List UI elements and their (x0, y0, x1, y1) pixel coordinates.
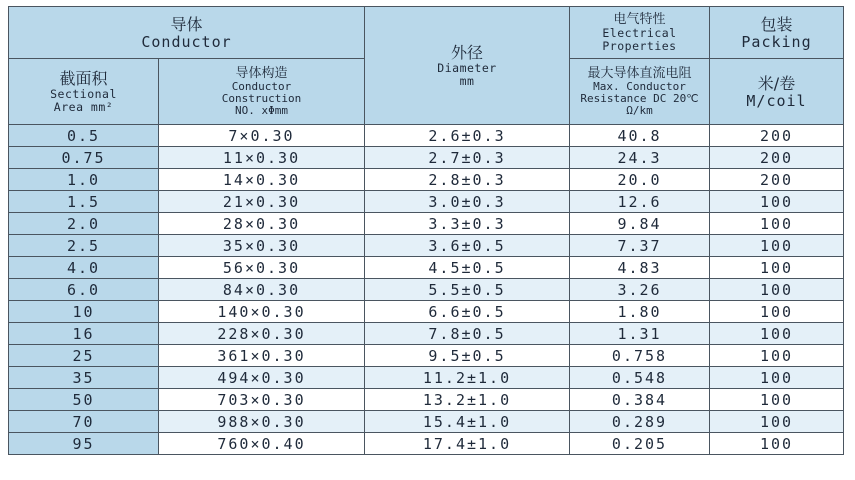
area-cell: 1.0 (9, 169, 159, 191)
electrical-group-header (570, 7, 710, 59)
packing-en-label: Packing (741, 32, 812, 51)
diameter-cell: 13.2±1.0 (365, 389, 570, 411)
resistance-en-label-1: Max. Conductor (593, 80, 686, 93)
resistance-cell: 4.83 (570, 257, 710, 279)
diameter-cell: 2.8±0.3 (365, 169, 570, 191)
construction-cell: 494×0.30 (159, 367, 365, 389)
packing-cell: 200 (710, 125, 844, 147)
diameter-cell: 17.4±1.0 (365, 433, 570, 455)
packing-cell: 200 (710, 147, 844, 169)
area-cell: 1.5 (9, 191, 159, 213)
construction-cell: 703×0.30 (159, 389, 365, 411)
area-cell: 35 (9, 367, 159, 389)
packing-cell: 100 (710, 323, 844, 345)
packing-cell: 100 (710, 213, 844, 235)
resistance-cell: 0.289 (570, 411, 710, 433)
construction-cell: 14×0.30 (159, 169, 365, 191)
construction-cell: 361×0.30 (159, 345, 365, 367)
conductor-group-header (9, 7, 365, 59)
diameter-cell: 5.5±0.5 (365, 279, 570, 301)
diameter-unit-label: mm (459, 73, 475, 88)
construction-cell: 988×0.30 (159, 411, 365, 433)
resistance-cell: 1.31 (570, 323, 710, 345)
diameter-cell: 6.6±0.5 (365, 301, 570, 323)
table-header (9, 7, 844, 125)
area-en-label-1: Sectional (50, 86, 117, 101)
packing-cell: 100 (710, 301, 844, 323)
construction-cell: 56×0.30 (159, 257, 365, 279)
resistance-cell: 1.80 (570, 301, 710, 323)
diameter-cell: 11.2±1.0 (365, 367, 570, 389)
area-cell: 2.5 (9, 235, 159, 257)
resistance-zh-label: 最大导体直流电阻 (587, 66, 692, 81)
construction-cell: 21×0.30 (159, 191, 365, 213)
diameter-cell: 7.8±0.5 (365, 323, 570, 345)
diameter-cell: 3.3±0.3 (365, 213, 570, 235)
construction-zh-label: 导体构造 (235, 66, 288, 81)
resistance-cell: 12.6 (570, 191, 710, 213)
area-cell: 25 (9, 345, 159, 367)
construction-en-label-1: Conductor (231, 80, 292, 93)
packing-cell: 100 (710, 279, 844, 301)
packing-cell: 100 (710, 191, 844, 213)
area-cell: 4.0 (9, 257, 159, 279)
construction-cell: 84×0.30 (159, 279, 365, 301)
spec-table-container (8, 6, 844, 455)
area-cell: 0.5 (9, 125, 159, 147)
packing-zh-label: 包装 (760, 14, 793, 34)
packing-group-header (710, 7, 844, 59)
table-row (9, 125, 844, 147)
resistance-cell: 9.84 (570, 213, 710, 235)
resistance-cell: 7.37 (570, 235, 710, 257)
diameter-header (365, 7, 570, 125)
table-row (9, 433, 844, 455)
resistance-header (570, 59, 710, 125)
area-header (9, 59, 159, 125)
table-row (9, 169, 844, 191)
packing-unit-header (710, 59, 844, 125)
diameter-cell: 15.4±1.0 (365, 411, 570, 433)
table-row (9, 345, 844, 367)
construction-cell: 140×0.30 (159, 301, 365, 323)
construction-header (159, 59, 365, 125)
area-cell: 70 (9, 411, 159, 433)
resistance-cell: 40.8 (570, 125, 710, 147)
resistance-cell: 0.384 (570, 389, 710, 411)
area-cell: 2.0 (9, 213, 159, 235)
table-row (9, 301, 844, 323)
diameter-cell: 3.0±0.3 (365, 191, 570, 213)
diameter-cell: 9.5±0.5 (365, 345, 570, 367)
table-row (9, 323, 844, 345)
packing-cell: 100 (710, 389, 844, 411)
packing-cell: 100 (710, 257, 844, 279)
area-zh-label: 截面积 (59, 68, 108, 88)
table-row (9, 279, 844, 301)
diameter-cell: 3.6±0.5 (365, 235, 570, 257)
resistance-cell: 0.548 (570, 367, 710, 389)
construction-cell: 228×0.30 (159, 323, 365, 345)
packing-unit-en-label: M/coil (746, 91, 807, 110)
table-row (9, 235, 844, 257)
cable-spec-table (8, 6, 844, 455)
table-row (9, 147, 844, 169)
packing-cell: 200 (710, 169, 844, 191)
resistance-cell: 0.205 (570, 433, 710, 455)
electrical-en-label-2: Properties (602, 39, 677, 53)
area-en-label-2: Area mm² (53, 99, 114, 114)
resistance-cell: 24.3 (570, 147, 710, 169)
table-row (9, 411, 844, 433)
diameter-cell: 2.6±0.3 (365, 125, 570, 147)
area-cell: 6.0 (9, 279, 159, 301)
construction-en-label-2: Construction (221, 92, 302, 105)
construction-cell: 35×0.30 (159, 235, 365, 257)
area-cell: 50 (9, 389, 159, 411)
area-cell: 10 (9, 301, 159, 323)
resistance-unit-label: Ω/km (626, 104, 653, 117)
electrical-en-label-1: Electrical (602, 26, 677, 40)
construction-cell: 7×0.30 (159, 125, 365, 147)
electrical-zh-label: 电气特性 (613, 12, 666, 27)
diameter-zh-label: 外径 (450, 42, 483, 62)
packing-cell: 100 (710, 367, 844, 389)
packing-cell: 100 (710, 411, 844, 433)
resistance-cell: 3.26 (570, 279, 710, 301)
table-body (9, 125, 844, 455)
construction-en-label-3: NO. xΦmm (235, 104, 288, 117)
conductor-en-label: Conductor (141, 32, 232, 51)
table-row (9, 257, 844, 279)
diameter-cell: 4.5±0.5 (365, 257, 570, 279)
table-row (9, 213, 844, 235)
area-cell: 95 (9, 433, 159, 455)
packing-cell: 100 (710, 345, 844, 367)
construction-cell: 760×0.40 (159, 433, 365, 455)
conductor-zh-label: 导体 (170, 14, 203, 34)
construction-cell: 28×0.30 (159, 213, 365, 235)
resistance-cell: 20.0 (570, 169, 710, 191)
packing-cell: 100 (710, 433, 844, 455)
area-cell: 16 (9, 323, 159, 345)
table-row (9, 389, 844, 411)
diameter-en-label: Diameter (437, 60, 497, 75)
packing-unit-zh-label: 米/卷 (757, 73, 796, 93)
resistance-cell: 0.758 (570, 345, 710, 367)
construction-cell: 11×0.30 (159, 147, 365, 169)
resistance-en-label-2: Resistance DC 20℃ (580, 92, 699, 105)
diameter-cell: 2.7±0.3 (365, 147, 570, 169)
table-row (9, 191, 844, 213)
area-cell: 0.75 (9, 147, 159, 169)
table-row (9, 367, 844, 389)
packing-cell: 100 (710, 235, 844, 257)
